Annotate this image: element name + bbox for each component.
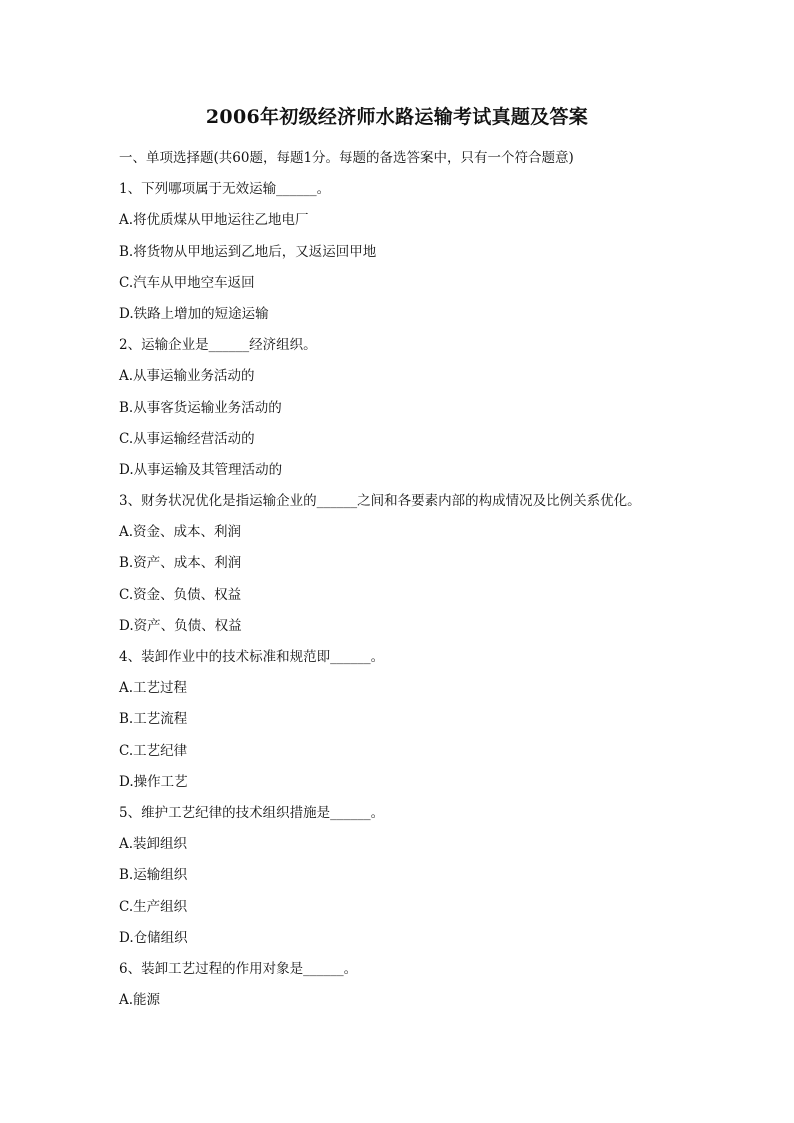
question-option: A.从事运输业务活动的 — [119, 368, 255, 385]
question-option: C.资金、负债、权益 — [119, 586, 242, 603]
question-option: C.汽车从甲地空车返回 — [119, 274, 255, 291]
question-stem: 1、下列哪项属于无效运输______。 — [119, 181, 331, 198]
question-option: B.从事客货运输业务活动的 — [119, 399, 282, 416]
question-option: A.能源 — [119, 992, 161, 1009]
question-stem: 6、装卸工艺过程的作用对象是______。 — [119, 960, 358, 977]
question-stem: 4、装卸作业中的技术标准和规范即______。 — [119, 649, 385, 665]
document-title: 2006年初级经济师水路运输考试真题及答案 — [205, 106, 589, 128]
question-option: B.将货物从甲地运到乙地后，又返运回甲地 — [119, 243, 377, 260]
question-option: B.运输组织 — [119, 867, 188, 884]
question-option: D.资产、负债、权益 — [119, 617, 242, 634]
section-heading: 一、单项选择题(共60题，每题1分。每题的备选答案中，只有一个符合题意) — [119, 150, 574, 166]
question-option: B.工艺流程 — [119, 711, 188, 728]
question-option: A.装卸组织 — [119, 836, 188, 853]
question-option: D.操作工艺 — [119, 773, 188, 790]
question-list — [119, 143, 679, 1016]
question-option: A.资金、成本、利润 — [119, 524, 242, 541]
question-stem: 5、维护工艺纪律的技术组织措施是______。 — [119, 804, 385, 821]
question-option: D.从事运输及其管理活动的 — [119, 461, 283, 478]
question-option: C.工艺纪律 — [119, 742, 188, 759]
question-option: C.从事运输经营活动的 — [119, 430, 255, 447]
question-stem: 2、运输企业是______经济组织。 — [119, 337, 317, 354]
question-option: B.资产、成本、利润 — [119, 555, 242, 572]
question-option: A.工艺过程 — [119, 680, 188, 697]
question-option: A.将优质煤从甲地运往乙地电厂 — [119, 212, 309, 229]
question-stem: 3、财务状况优化是指运输企业的______之间和各要素内部的构成情况及比例关系优化。 — [119, 493, 641, 510]
question-option: D.铁路上增加的短途运输 — [119, 305, 269, 322]
question-option: D.仓储组织 — [119, 929, 188, 946]
question-option: C.生产组织 — [119, 898, 188, 915]
